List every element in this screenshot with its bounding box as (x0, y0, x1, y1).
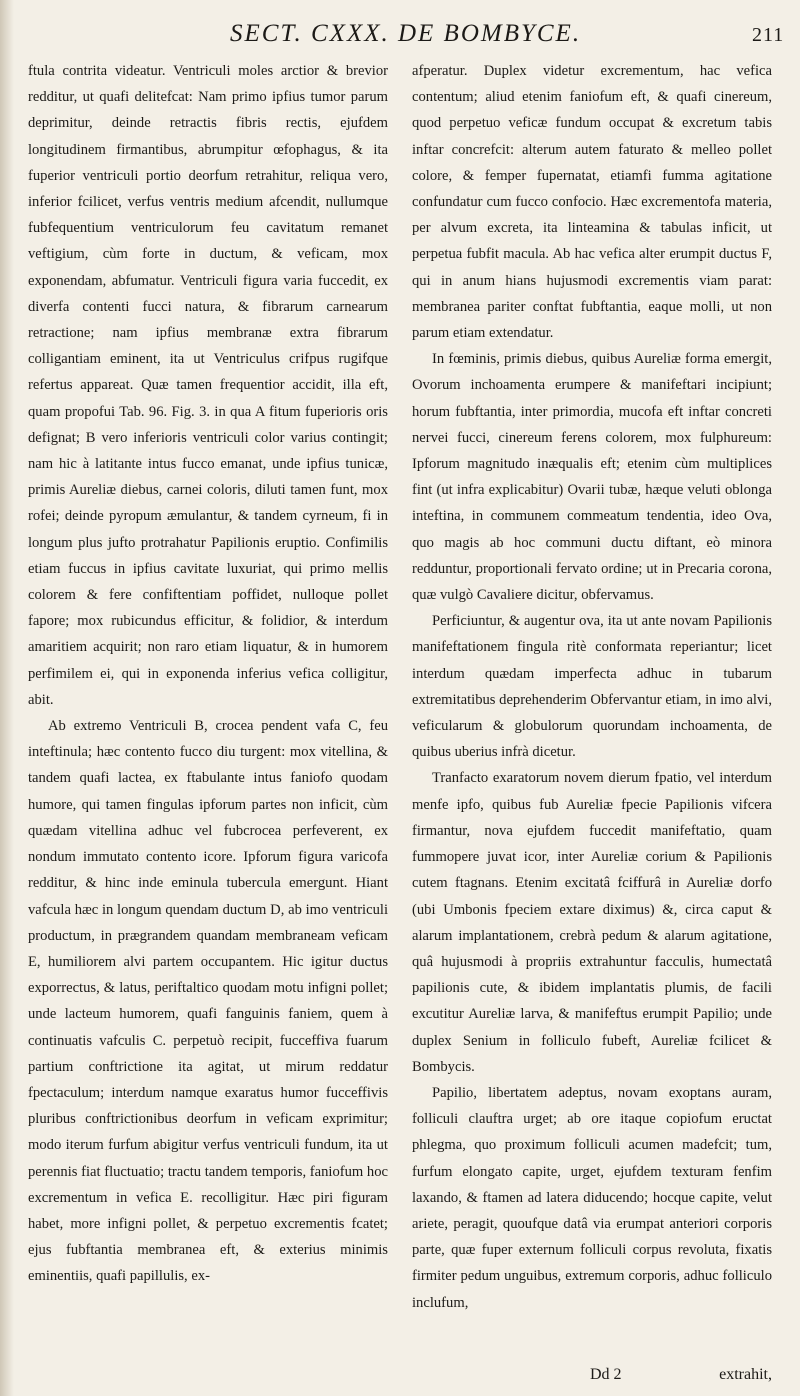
page-header (0, 8, 800, 58)
paragraph: In fœminis, primis diebus, quibus Aureliæ forma emergit, Ovorum inchoamenta erumpere & manifeftari incipiunt; horum fubftantia, inter primordia, mucofa eft inftar concreti nervei fucci, cinereum ferens colorem, mox fulphureum: Ipforum magnitudo inæqualis eft; etenim cùm multiplices fint (ut infra explicabitur) Ovarii tubæ, hæque veluti oblonga inteftina, in communem commeatum tendentia, ideo Ova, quo magis ab hoc communi ductu diftant, eò minora redduntur, proportionali fervato ordine; ut in Precaria corona, quæ vulgò Cavaliere dicitur, obfervamus. (412, 351, 772, 604)
right-column (412, 58, 772, 1316)
paragraph: Tranfacto exaratorum novem dierum fpatio, vel interdum menfe ipfo, quibus fub Aureliæ fpecie Papilionis vifcera firmantur, nova ejufdem fuccedit manifeftatio, quam fummopere juvat icor, inter Aureliæ corium & Papilionis cutem ftagnans. Etenim excitatâ fciffurâ in Aureliæ dorfo (ubi Umbonis fpeciem extare diximus) &, circa caput & alarum implantationem, crebrà pedum & alarum agitatione, quâ hujusmodi à propriis extrahuntur facculis, humectatâ papilionis cute, & ibidem implantatis plumis, de facili excutitur Aureliæ larva, & manifeftus erumpit Papilio; unde duplex Senium in folliculo fubeft, Aureliæ fcilicet & Bombycis. (412, 770, 772, 1075)
paragraph: Papilio, libertatem adeptus, novam exoptans auram, folliculi clauftra urget; ab ore itaque copiofum eructat phlegma, quo proximum folliculi acumen madefcit; tum, furfum elongato capite, urget, ejufdem texturam fenfim laxando, & ftamen ad latera diducendo; hocque capite, velut ariete, peragit, quoufque datâ via erumpat anteriori corporis parte, quæ fuper externum folliculi corpus revoluta, fixatis firmiter pedum unguibus, extremum corporis, adhuc folliculo inclufum, (412, 1084, 772, 1311)
paragraph: Perficiuntur, & augentur ova, ita ut ante novam Papilionis manifeftationem fingula ritè conformata reperiantur; licet interdum quædam imperfecta adhuc in tubarum extremitatibus deprehenderim Obfervantur etiam, in imo alvi, veficularum & globulorum quorundam inchoamenta, de quibus uberius infrà dicetur. (412, 613, 772, 761)
binding-edge (0, 0, 14, 1396)
paragraph: Ab extremo Ventriculi B, crocea pendent vafa C, feu inteftinula; hæc contento fucco diu turgent: mox vitellina, & tandem quafi lactea, ex ftabulante intus faniofo quodam humore, qui tamen fingulas ipforum partes non inficit, cùm quædam vitellina adhuc vel fubcrocea perfeverent, ex nondum immutato contento icore. Ipforum figura varicofa redditur, & hinc inde eminula tubercula emergunt. Hiant vafcula hæc in longum quendam ductum D, ab imo ventriculi productum, in prægrandem quandam membraneam veficam E, humiliorem alvi partem occupantem. Hic igitur ductus exporrectus, & latus, periftaltico quodam motu infigni pollet; unde lacteum humorem, quafi fanguinis faniem, quem à continuatis vafculis C. perpetuò recipit, fucceffiva fuarum partium conftrictione ita agitat, ut mirum reddatur fpectaculum; interdum namque exaratus humor fucceffivis pluribus conftrictionibus deorfum in veficam exprimitur; modo iterum furfum abigitur verfus ventriculi fundum, ita ut perennis fiat fluctuatio; tractu tandem temporis, faniofum hoc excrementum in vefica E. recolligitur. Hæc piri figuram habet, more infigni pollet, & perpetuo excrementis fcatet; ejus fubftantia membranea eft, & exterius minimis eminentiis, quafi papillulis, ex- (28, 718, 388, 1285)
running-head: SECT. CXXX. DE BOMBYCE. (230, 20, 582, 47)
page-footer (412, 1366, 772, 1392)
left-column (28, 58, 388, 1290)
paragraph: ftula contrita videatur. Ventriculi moles arctior & brevior redditur, ut quafi delitefcat: Nam primo ipfius tumor parum deprimitur, deinde retractis fibris rectis, ejufdem longitudinem firmantibus, abrumpitur œfophagus, & ita fuperior ventriculi portio deorfum retrahitur, reliqua vero, inferior fcilicet, verfus ventris medium afcendit, nullumque fubfequentium ventriculorum feu cavitatum remanet veftigium, cùm forte in ductum, & veficam, mox exponendam, abfumatur. Ventriculi figura varia fuccedit, ex diverfa contenti fucci natura, & fibrarum carnearum retractione; nam ipfius membranæ extra fibrarum colligantiam eminent, ita ut Ventriculus crifpus rugifque refertus appareat. Quæ tamen frequentior accidit, illa eft, quam propofui Tab. 96. Fig. 3. in qua A fitum fuperioris oris defignat; B vero inferioris ventriculi color varius contingit; nam hic à latitante intus fucco emanat, unde ipfius tunicæ, primis Aureliæ diebus, carnei coloris, diluti tamen funt, mox rofei; deinde pyropum æmulantur, & tandem cyrneum, fi in longum plus jufto protrahatur Papilionis eruptio. Confimilis etiam fuccus in ipfius cavitate luxuriat, qui primo mellis colorem & fere confiftentiam poffidet, nulloque pollet fapore; mox rubicundus efficitur, & folidior, & interdum amaritiem acquirit; non raro etiam liquatur, & in humorem perfimilem ei, qui in exponenda inferius vefica colligitur, abit. (28, 63, 388, 708)
signature-mark: Dd 2 (590, 1366, 622, 1383)
paragraph: afperatur. Duplex videtur excrementum, hac vefica contentum; aliud etenim faniofum eft, & quafi cinereum, quod perpetuo veficæ fundum occupat & excretum tabis inftar concrefcit: alterum autem faturato & melleo pollet colore, & femper fupernatat, etiamfi fumma agitatione confundatur cum fucco confocio. Hæc excrementofa materia, per alvum excreta, ita linteamina & tabulas inficit, ut perpetua fubfit macula. Ab hac vefica alter erumpit ductus F, qui in anum hians hujusmodi excrementis viam parat: membranea pariter conftat fubftantia, eaque molli, ut non parum etiam extendatur. (412, 63, 772, 342)
page-number: 211 (752, 24, 785, 46)
catchword: extrahit, (719, 1366, 772, 1383)
